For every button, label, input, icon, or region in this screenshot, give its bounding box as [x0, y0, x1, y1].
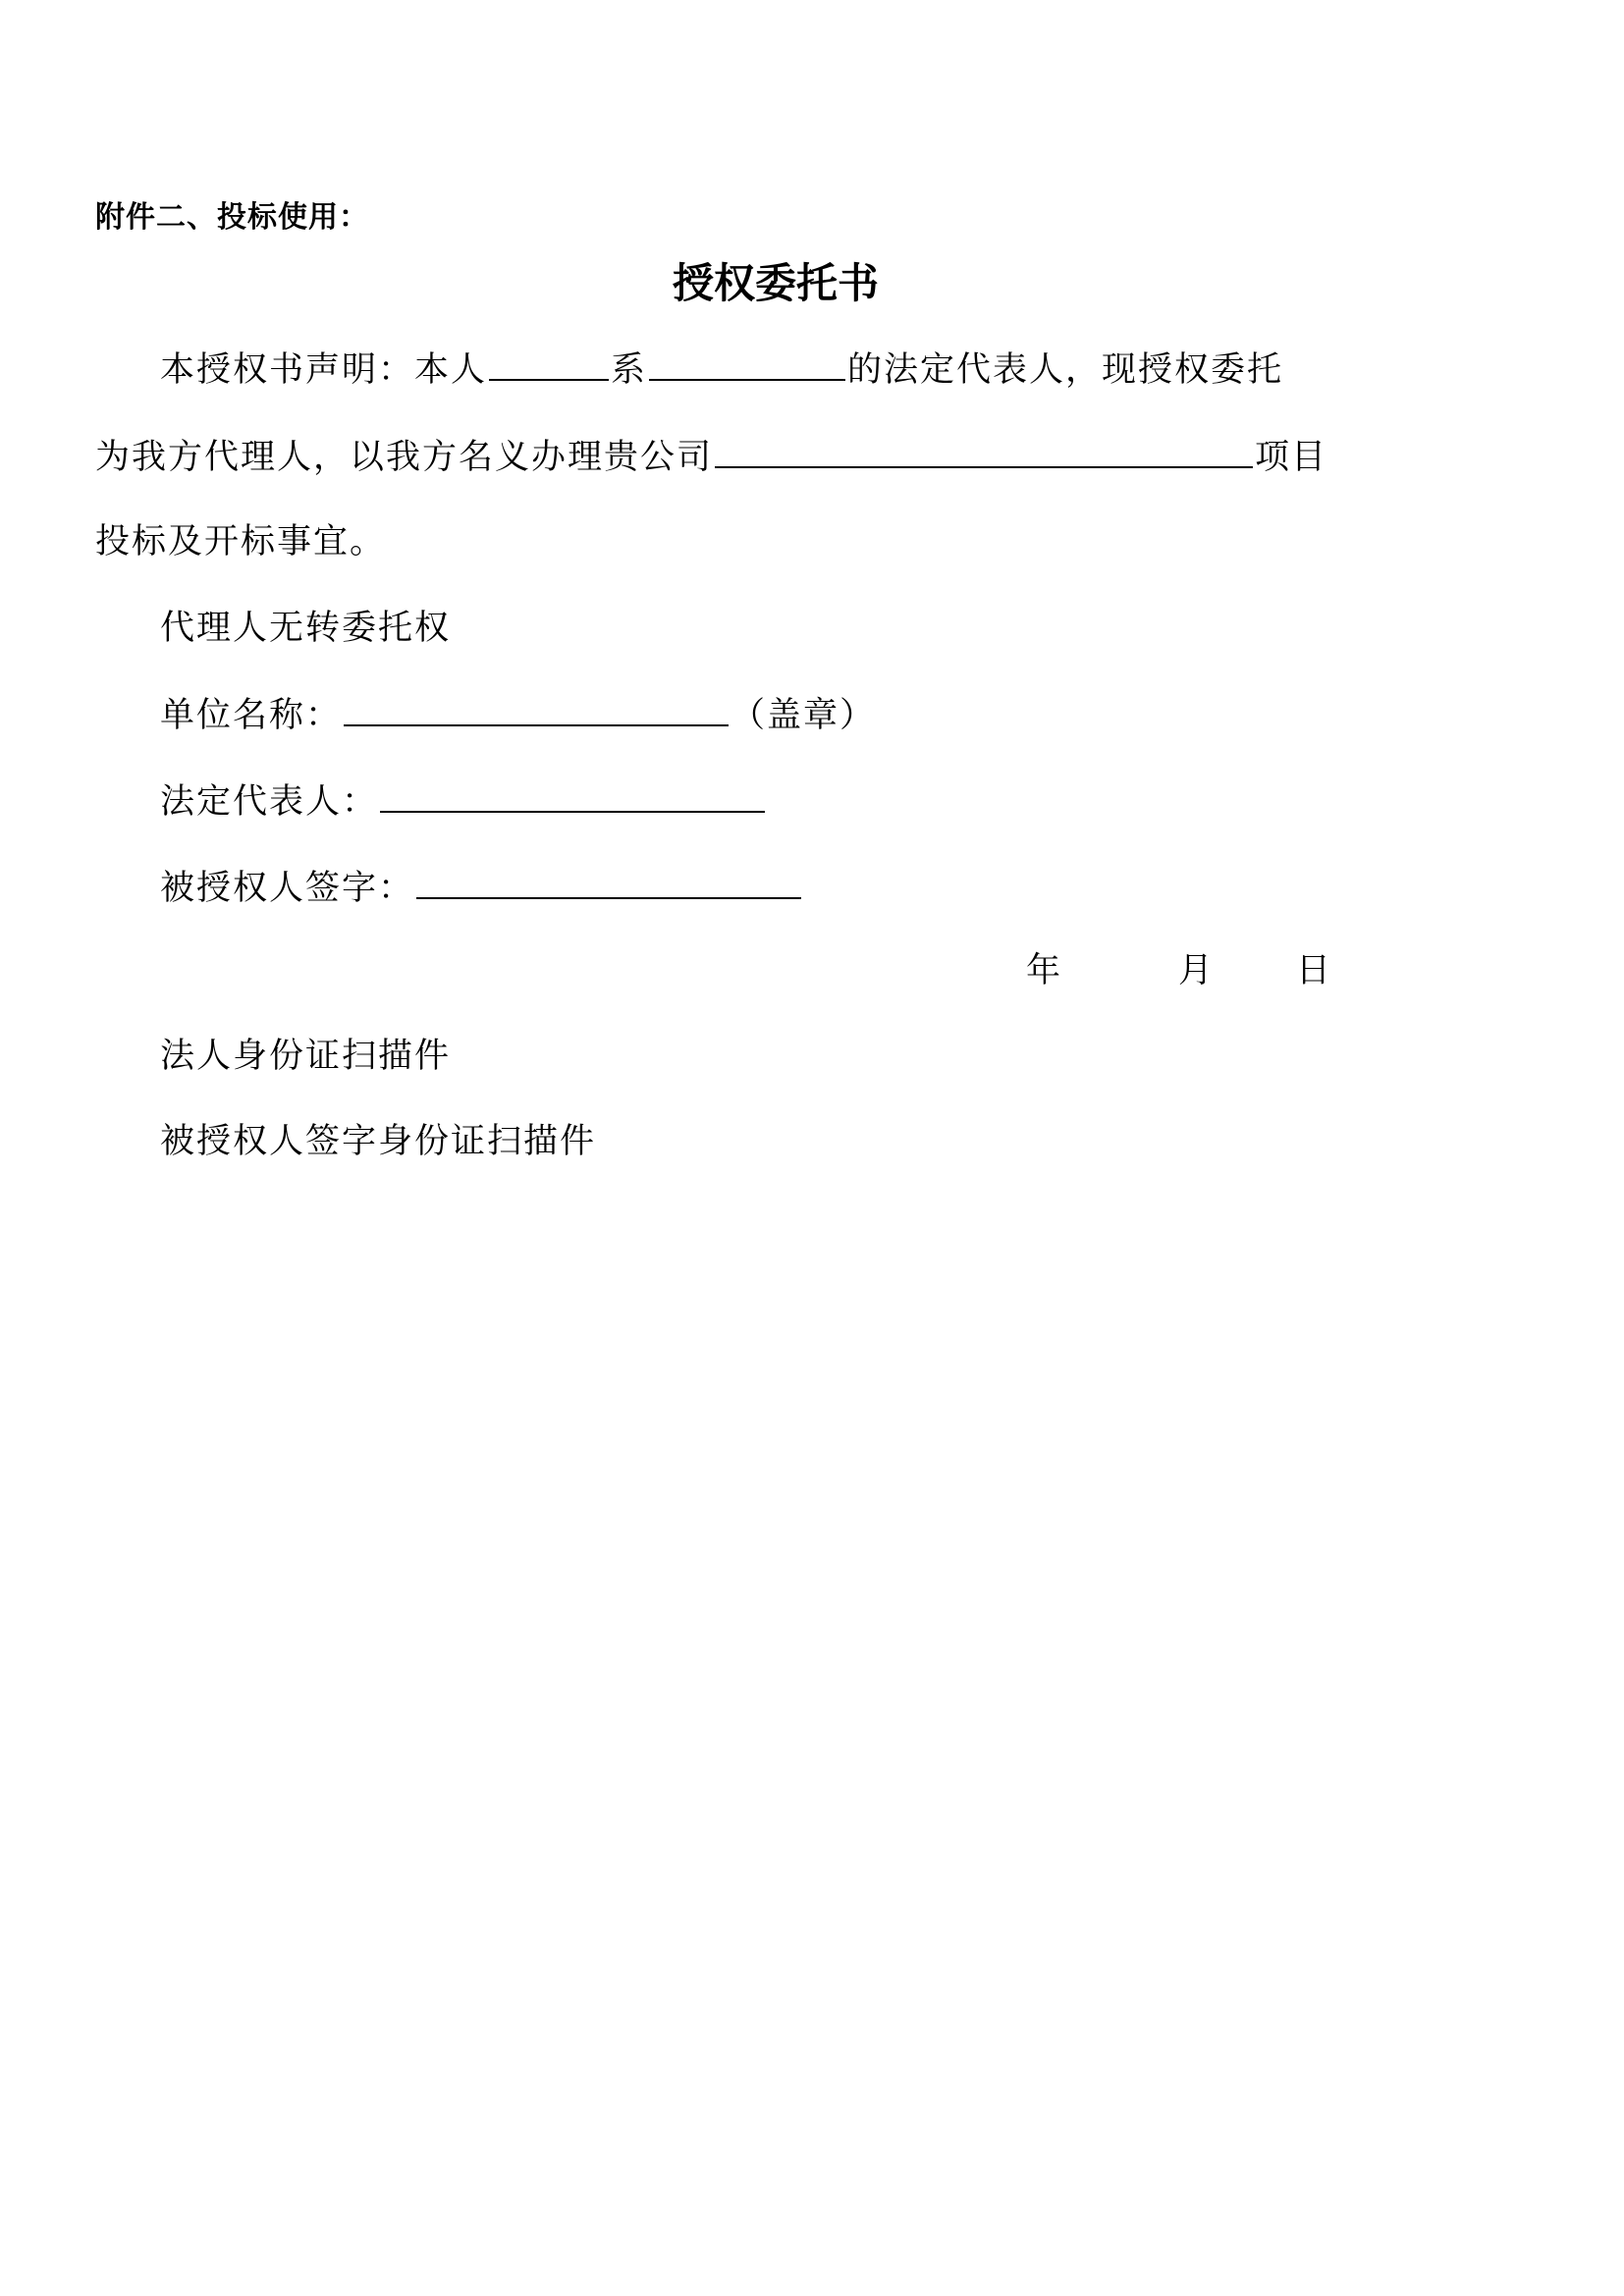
unit-name-blank[interactable] [344, 691, 729, 726]
agent-sign-label: 被授权人签字： [160, 869, 415, 908]
statement-text-5: 项目 [1255, 438, 1328, 477]
no-subdelegation-text: 代理人无转委托权 [160, 609, 452, 648]
legal-rep-label: 法定代表人： [160, 782, 379, 822]
company-name-blank[interactable] [649, 346, 845, 381]
date-month: 月 [1178, 951, 1214, 990]
statement-line-3 [95, 519, 386, 564]
legal-rep-blank[interactable] [380, 777, 765, 813]
unit-name-label: 单位名称： [160, 696, 343, 735]
unit-name-row [160, 691, 876, 738]
statement-text-1: 本授权书声明：本人 [160, 350, 488, 390]
seal-note: （盖章） [731, 696, 877, 735]
statement-text-4: 为我方代理人，以我方名义办理贵公司 [95, 438, 714, 477]
attachment-agent-id: 被授权人签字身份证扫描件 [160, 1122, 597, 1161]
statement-line-2 [95, 433, 1327, 480]
date-year: 年 [1026, 951, 1061, 990]
principal-name-blank[interactable] [489, 346, 609, 381]
statement-line-1 [160, 346, 1283, 393]
agent-sign-blank[interactable] [416, 864, 801, 899]
statement-text-3: 的法定代表人，现授权委托 [847, 350, 1284, 390]
project-name-blank[interactable] [715, 433, 1253, 468]
legal-rep-row [160, 777, 767, 825]
annex-heading: 附件二、投标使用： [95, 200, 369, 235]
statement-text-2: 系 [611, 350, 648, 390]
agent-sign-row [160, 864, 803, 911]
date-day: 日 [1296, 951, 1331, 990]
document-title: 授权委托书 [672, 259, 879, 307]
attachment-legal-id: 法人身份证扫描件 [160, 1037, 452, 1076]
statement-text-6: 投标及开标事宜。 [95, 522, 387, 561]
